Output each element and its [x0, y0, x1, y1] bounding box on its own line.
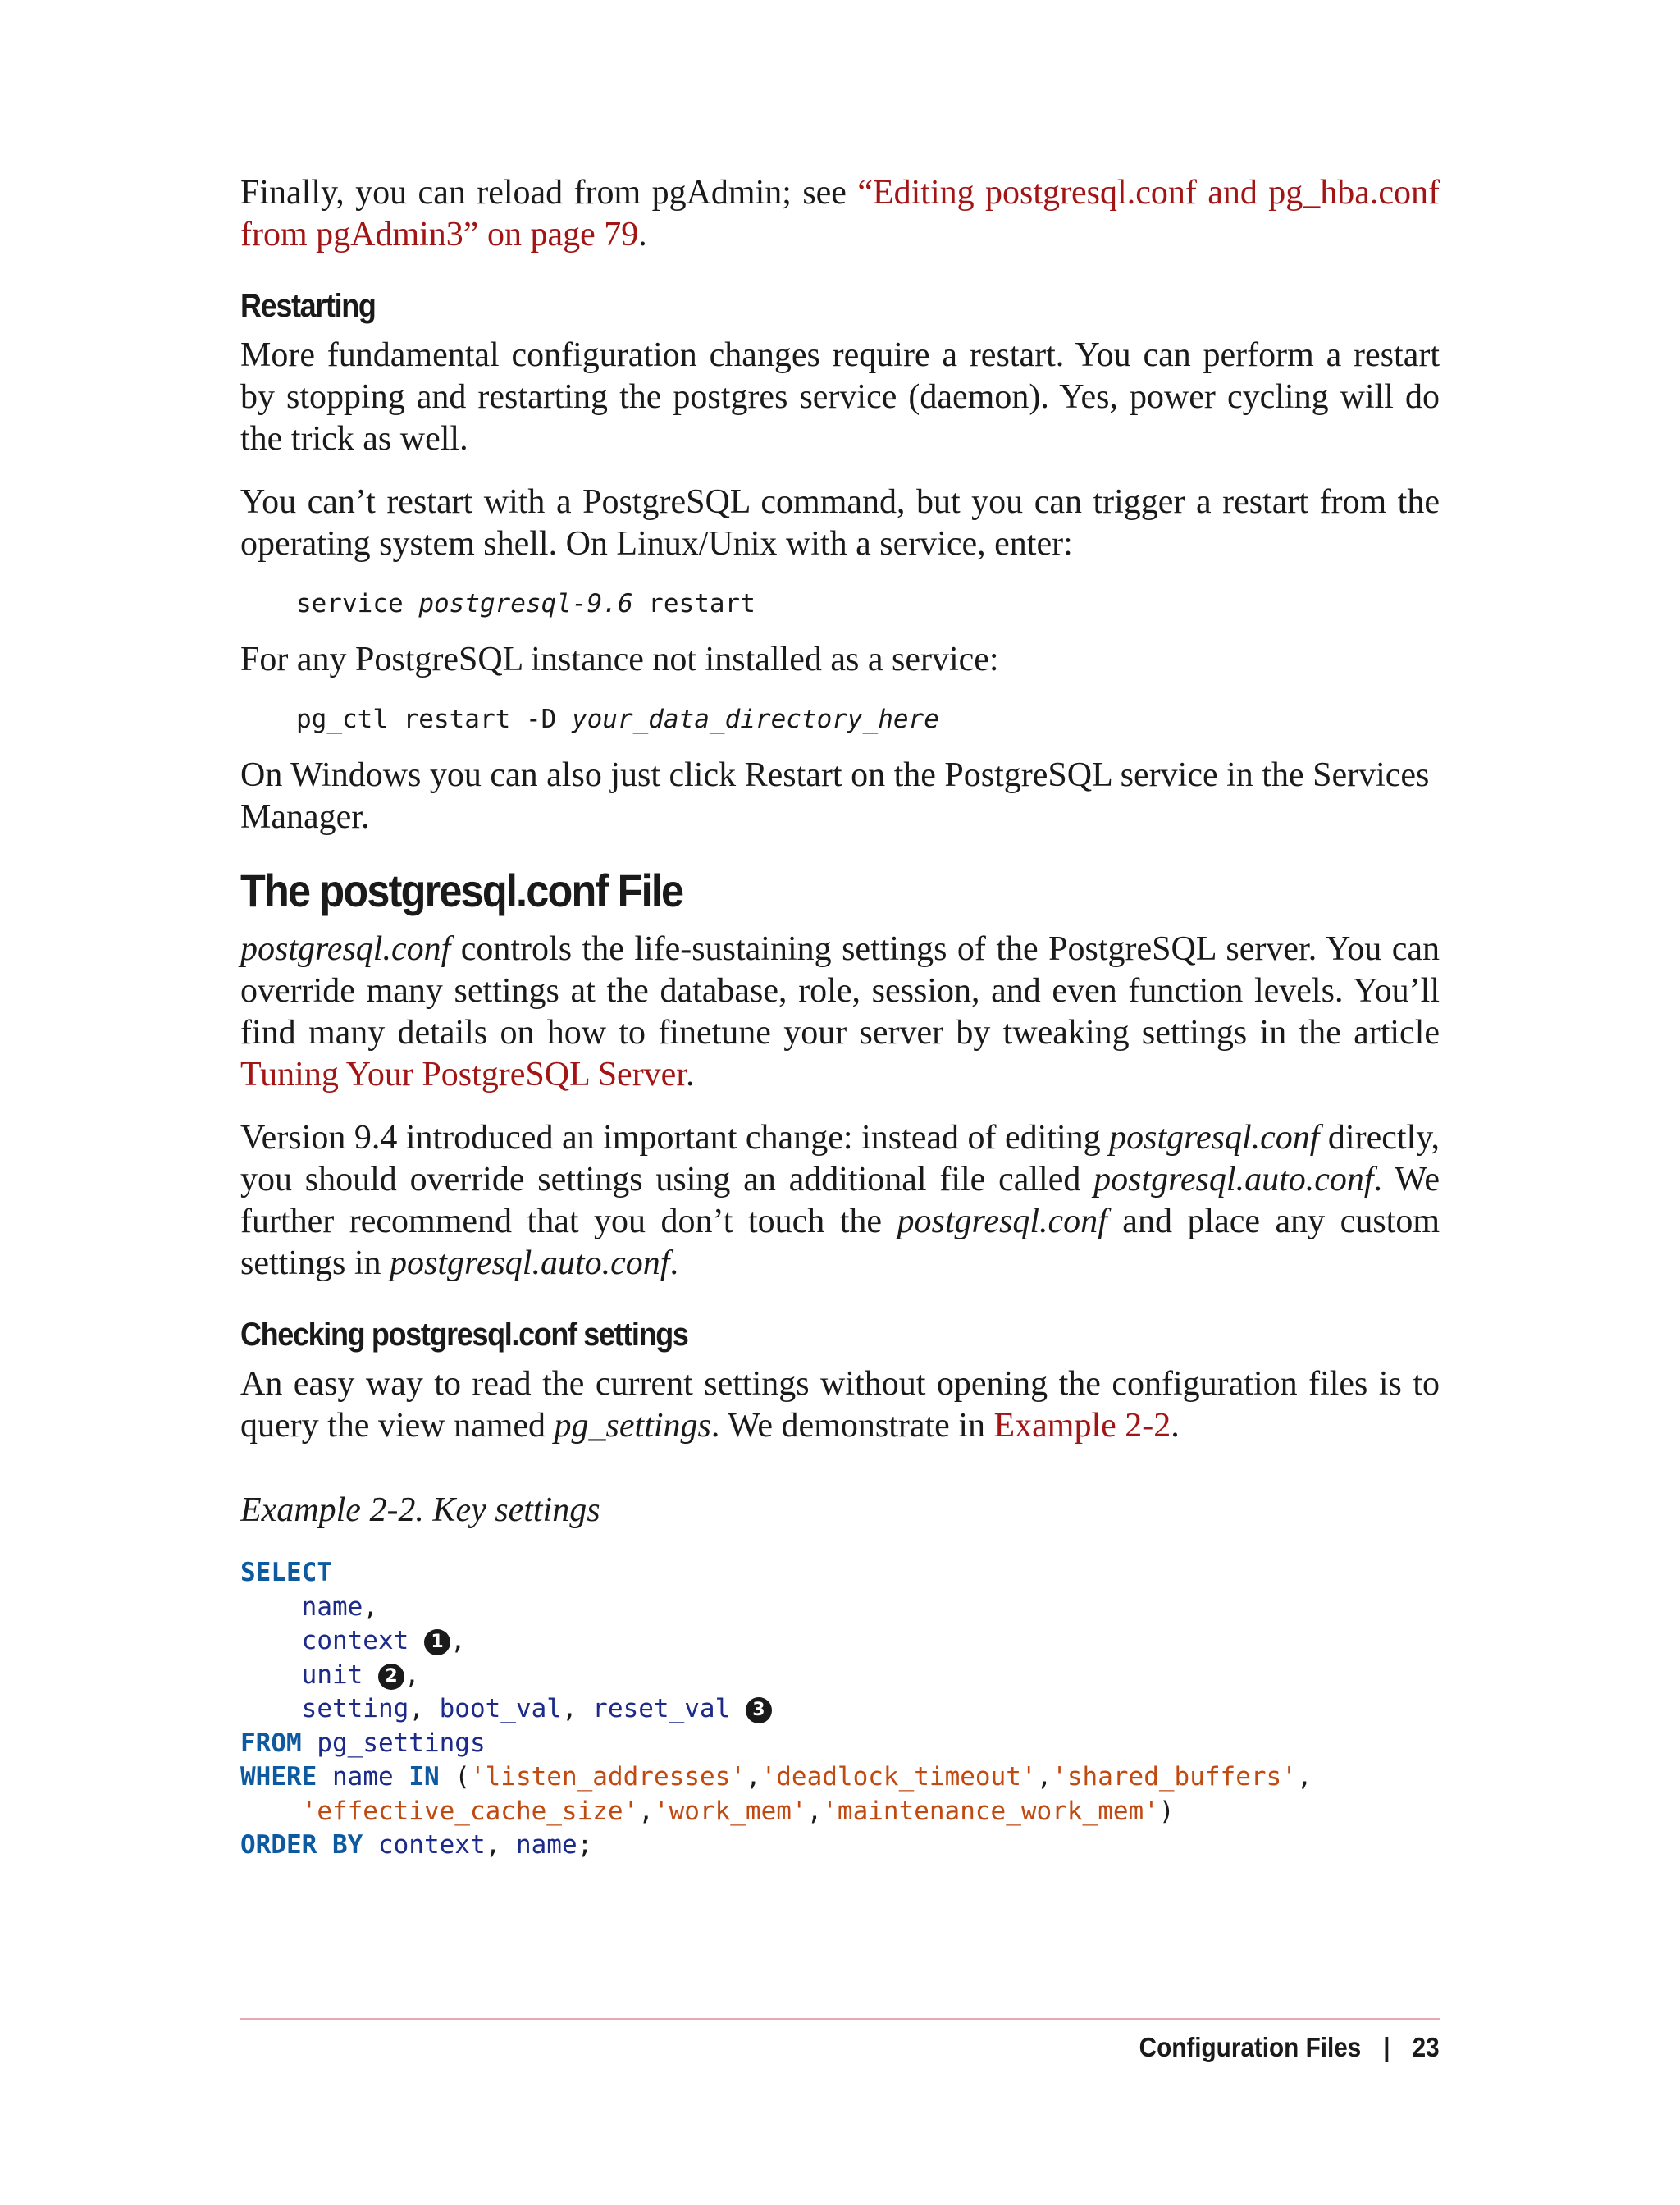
restart-paragraph-4: On Windows you can also just click Restart on the PostgreSQL service in the Services Manager. — [240, 756, 1430, 836]
callout-1-icon: 1 — [424, 1629, 450, 1655]
page-number: 23 — [1412, 2032, 1440, 2062]
page-footer — [1139, 2029, 1440, 2066]
page-body — [240, 172, 1440, 1863]
restart-paragraph-3: For any PostgreSQL instance not installed as a service: — [240, 641, 999, 678]
footer-section-title: Configuration Files — [1139, 2032, 1362, 2062]
restart-paragraph-1: More fundamental configuration changes require a restart. You can perform a restart by stopping and restarting the postgres service (daemon). Yes, power cycling will do the trick as well. — [240, 336, 1440, 458]
checking-paragraph: An easy way to read the current settings without opening the configuration files is to query the view named pg_settings. We demonstrate in Example 2-2. — [240, 1365, 1440, 1445]
conf-file-heading: The postgresql.conf File — [240, 865, 683, 916]
callout-3-icon: 3 — [746, 1697, 772, 1723]
pg-ctl-restart-code: pg_ctl restart -D your_data_directory_here — [296, 705, 939, 734]
footer-divider — [240, 2018, 1440, 2020]
restarting-heading: Restarting — [240, 288, 376, 324]
sql-code-block: SELECT name, context 1 , unit 2 , setting, boot_val, reset_val 3 FROM pg_settings WHERE name IN ('listen_addresses','deadlock_timeout','shared_buffers', 'effective_cache_size','work_mem','maintenance_work_mem') ORDER BY context, name; — [240, 1558, 1312, 1860]
conf-paragraph-1: postgresql.conf controls the life-sustaining settings of the PostgreSQL server. You can override many settings at the database, role, session, and even function levels. You’ll find many details on how to finetune your server by tweaking settings in the article Tuning Your PostgreSQL Server. — [240, 930, 1440, 1093]
pgadmin-xref-link[interactable]: “Editing postgresql.conf and pg_hba.conf from pgAdmin3” on page 79 — [240, 174, 1440, 253]
conf-paragraph-2: Version 9.4 introduced an important change: instead of editing postgresql.conf directly, you should override settings using an additional file called postgresql.auto.conf. We further recommend that you don’t touch the postgresql.conf and place any custom settings in postgresql.auto.conf. — [240, 1119, 1440, 1282]
example-2-2-link[interactable]: Example 2-2 — [993, 1407, 1171, 1445]
restart-paragraph-2: You can’t restart with a PostgreSQL command, but you can trigger a restart from the operating system shell. On Linux/Unix with a service, enter: — [240, 483, 1440, 563]
intro-paragraph: Finally, you can reload from pgAdmin; see “Editing postgresql.conf and pg_hba.conf from pgAdmin3” on page 79. — [240, 174, 1440, 253]
service-restart-code: service postgresql-9.6 restart — [296, 589, 756, 619]
tuning-article-link[interactable]: Tuning Your PostgreSQL Server — [240, 1056, 686, 1093]
footer-separator: | — [1383, 2032, 1390, 2062]
callout-2-icon: 2 — [378, 1664, 404, 1690]
example-caption: Example 2-2. Key settings — [240, 1491, 600, 1529]
checking-settings-heading: Checking postgresql.conf settings — [240, 1317, 688, 1353]
